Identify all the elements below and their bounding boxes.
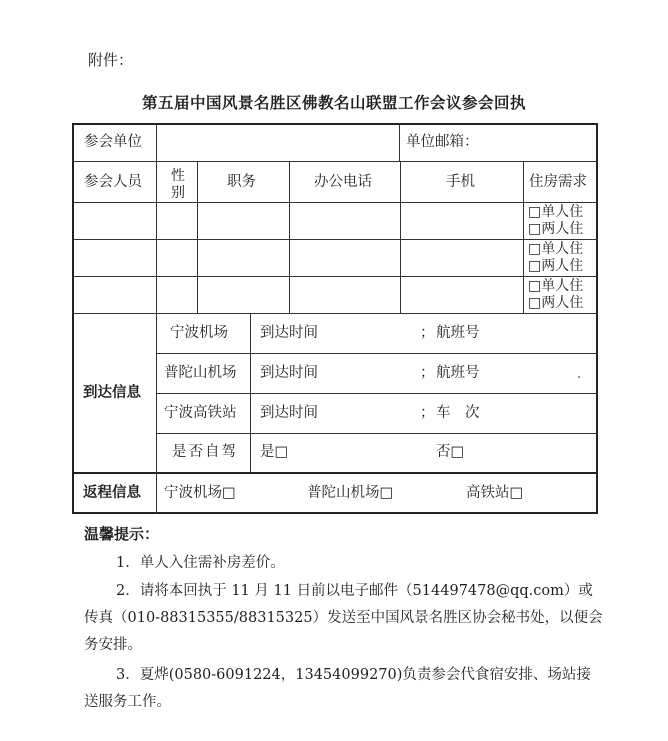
column-divider <box>197 161 198 313</box>
row-divider <box>72 161 598 162</box>
separator: ； <box>420 365 435 381</box>
gender-header: 性别 <box>171 168 185 201</box>
return-option-putuoshan-airport[interactable]: 普陀山机场□ <box>307 485 394 501</box>
row-divider <box>72 276 598 277</box>
lodging-options <box>528 204 583 238</box>
self-drive-yes-checkbox[interactable]: 是□ <box>260 444 289 460</box>
mobile-header: 手机 <box>446 174 475 190</box>
lodging-options <box>528 278 583 312</box>
column-divider <box>399 123 400 161</box>
double-room-checkbox[interactable]: □两人住 <box>528 258 584 274</box>
tip-item: 1．单人入住需补房差价。 <box>116 555 285 571</box>
arrival-info-label: 到达信息 <box>83 384 141 401</box>
lodging-header: 住房需求 <box>529 174 587 190</box>
unit-email-label: 单位邮箱： <box>406 134 479 150</box>
single-room-checkbox[interactable]: □单人住 <box>528 204 584 220</box>
column-divider <box>523 161 524 313</box>
single-room-checkbox[interactable]: □单人住 <box>528 241 584 257</box>
row-divider <box>156 353 598 354</box>
column-divider <box>289 161 290 313</box>
train-number-label: 车 次 <box>436 405 480 421</box>
tip-item: 3．夏烨(0580-6091224，13454099270)负责参会代食宿安排、场站接送服务工作。 <box>84 667 591 710</box>
row-divider <box>72 313 598 314</box>
office-phone-header: 办公电话 <box>314 174 372 190</box>
separator: ； <box>420 405 435 421</box>
arrival-time-label: 到达时间 <box>260 405 318 421</box>
scan-speck <box>578 376 580 378</box>
arrival-place: 普陀山机场 <box>164 365 237 381</box>
row-divider <box>72 239 598 240</box>
column-divider <box>156 123 157 514</box>
tip-item: 2．请将本回执于 11 月 11 日前以电子邮件（514497478@qq.com）或传真（010-88315355/88315325）发送至中国风景名胜区协会秘书处，以便会务安排。 <box>84 583 603 653</box>
row-divider <box>72 472 598 474</box>
return-info-label: 返程信息 <box>83 484 141 501</box>
single-room-checkbox[interactable]: □单人住 <box>528 278 584 294</box>
arrival-place: 宁波机场 <box>170 325 228 341</box>
double-room-checkbox[interactable]: □两人住 <box>528 295 584 311</box>
lodging-options <box>528 241 583 275</box>
row-divider <box>72 202 598 203</box>
column-divider <box>400 161 401 313</box>
row-divider <box>156 393 598 394</box>
double-room-checkbox[interactable]: □两人住 <box>528 221 584 237</box>
flight-number-label: 航班号 <box>436 365 480 381</box>
unit-label: 参会单位 <box>84 134 142 150</box>
row-divider <box>156 433 598 434</box>
flight-number-label: 航班号 <box>436 325 480 341</box>
self-drive-label: 是否自驾 <box>172 444 238 460</box>
arrival-time-label: 到达时间 <box>260 325 318 341</box>
attachment-label: 附件： <box>88 51 134 69</box>
position-header: 职务 <box>227 174 256 190</box>
page-title: 第五届中国风景名胜区佛教名山联盟工作会议参会回执 <box>141 93 526 112</box>
self-drive-no-checkbox[interactable]: 否□ <box>436 444 465 460</box>
separator: ； <box>420 325 435 341</box>
arrival-time-label: 到达时间 <box>260 365 318 381</box>
attendee-header: 参会人员 <box>84 174 142 190</box>
return-option-rail-station[interactable]: 高铁站□ <box>466 485 524 501</box>
arrival-place: 宁波高铁站 <box>164 405 237 421</box>
return-option-ningbo-airport[interactable]: 宁波机场□ <box>164 485 236 501</box>
tips-title: 温馨提示： <box>84 525 160 543</box>
column-divider <box>250 313 251 472</box>
